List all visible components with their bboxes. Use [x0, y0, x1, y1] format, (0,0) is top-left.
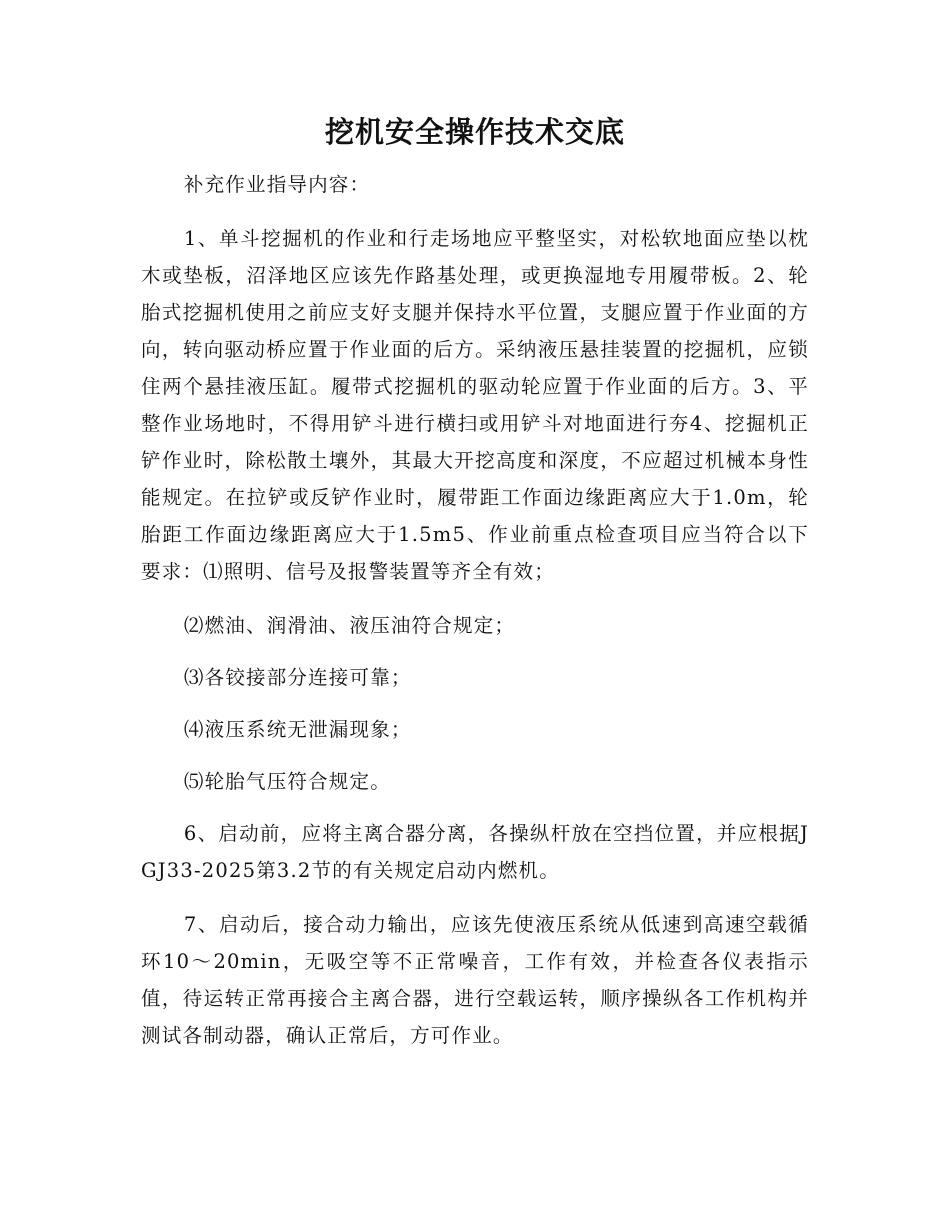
paragraph-check-tires: ⑸轮胎气压符合规定。 — [183, 770, 391, 793]
paragraph-check-hinges: ⑶各铰接部分连接可靠； — [183, 666, 412, 689]
paragraph-item-7: 7、启动后，接合动力输出，应该先使液压系统从低速到高速空载循环10～20min，无吸空等不正常噪音，工作有效，并检查各仪表指示值，待运转正常再接合主离合器，进行空载运转，顺序操纵各工作机构并测试各制动器，确认正常后，方可作业。 — [141, 913, 809, 1047]
paragraph-check-fuel: ⑵燃油、润滑油、液压油符合规定； — [183, 614, 516, 637]
paragraph-check-hydraulic: ⑷液压系统无泄漏现象； — [183, 718, 412, 741]
document-title: 挖机安全操作技术交底 — [324, 115, 625, 149]
document-body — [141, 166, 809, 1071]
paragraph-intro: 补充作业指导内容： — [183, 173, 371, 196]
paragraph-items-1-5: 1、单斗挖掘机的作业和行走场地应平整坚实，对松软地面应垫以枕木或垫板，沼泽地区应该先作路基处理，或更换湿地专用履带板。2、轮胎式挖掘机使用之前应支好支腿并保持水平位置，支腿应置于作业面的方向，转向驱动桥应置于作业面的后方。采纳液压悬挂装置的挖掘机，应锁住两个悬挂液压缸。履带式挖掘机的驱动轮应置于作业面的后方。3、平整作业场地时，不得用铲斗进行横扫或用铲斗对地面进行夯4、挖掘机正铲作业时，除松散土壤外，其最大开挖高度和深度，不应超过机械本身性能规定。在拉铲或反铲作业时，履带距工作面边缘距离应大于1.0m，轮胎距工作面边缘距离应大于1.5m5、作业前重点检查项目应当符合以下要求：⑴照明、信号及报警装置等齐全有效； — [141, 227, 809, 583]
paragraph-item-6: 6、启动前，应将主离合器分离，各操纵杆放在空挡位置，并应根据JGJ33-2025第3.2节的有关规定启动内燃机。 — [141, 822, 809, 882]
